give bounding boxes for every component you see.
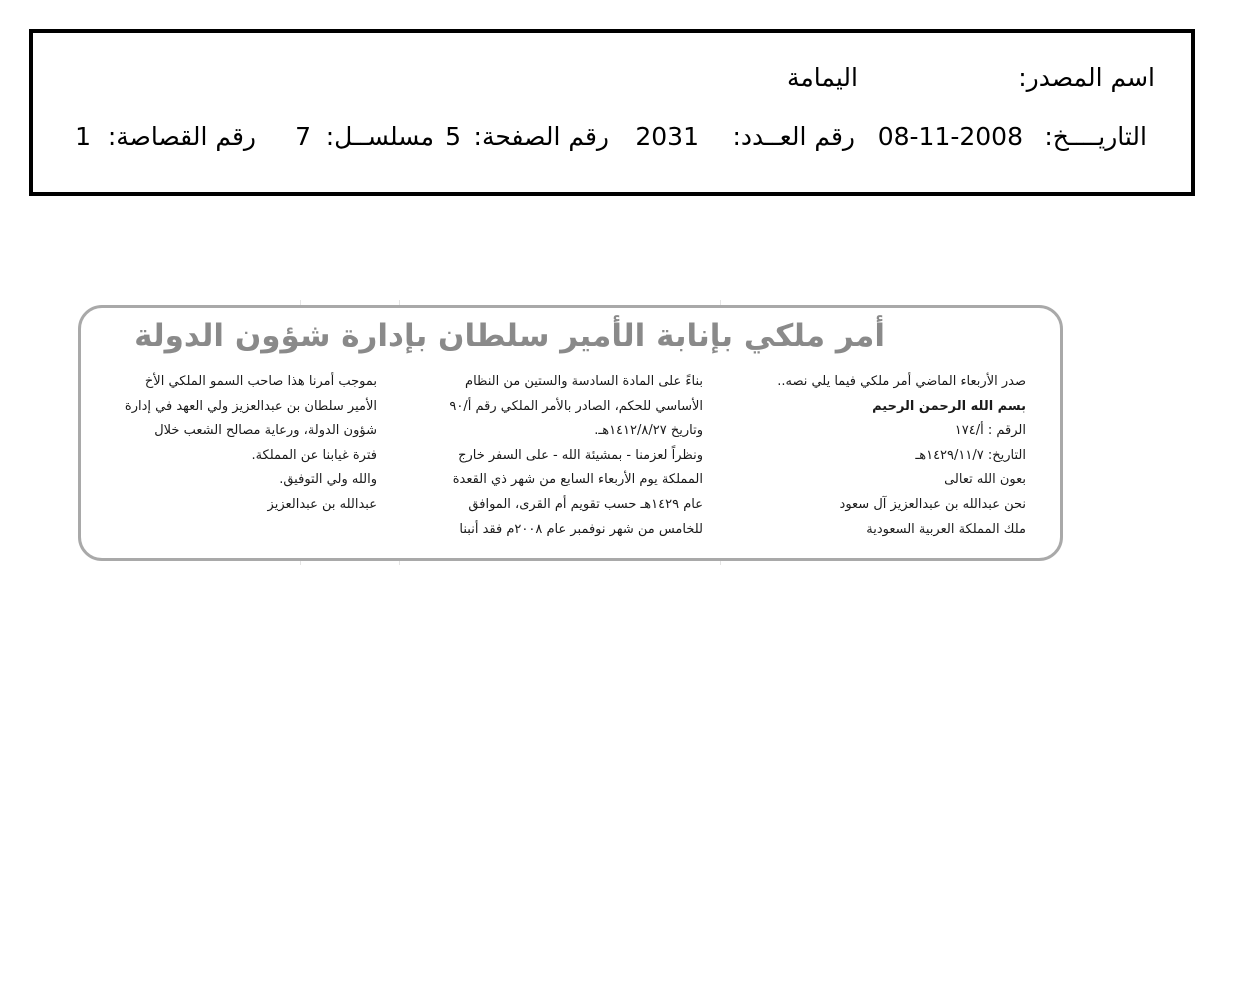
metadata-box bbox=[29, 29, 1195, 196]
page-value: 5 bbox=[445, 122, 461, 151]
article-line: وتاريخ ١٤١٢/٨/٢٧هـ. bbox=[594, 423, 703, 439]
source-value: اليمامة bbox=[787, 63, 858, 92]
article-line: بعون الله تعالى bbox=[944, 472, 1026, 488]
article-column-left bbox=[87, 370, 377, 518]
page-label: رقم الصفحة: bbox=[473, 122, 609, 151]
article-line: التاريخ: ١٤٢٩/١١/٧هـ bbox=[915, 447, 1026, 463]
issue-value: 2031 bbox=[635, 122, 699, 151]
article-column-middle bbox=[403, 370, 703, 542]
date-value: 08-11-2008 bbox=[877, 122, 1023, 151]
newspaper-clipping bbox=[78, 305, 1063, 561]
source-label: اسم المصدر: bbox=[1018, 63, 1155, 92]
article-line: والله ولي التوفيق. bbox=[279, 472, 377, 488]
article-line: ملك المملكة العربية السعودية bbox=[866, 521, 1026, 537]
article-line: بسم الله الرحمن الرحيم bbox=[872, 398, 1026, 414]
date-label: التاريــــخ: bbox=[1044, 122, 1147, 151]
article-line: شؤون الدولة، ورعاية مصالح الشعب خلال bbox=[154, 423, 377, 439]
article-headline: أمر ملكي بإنابة الأمير سلطان بإدارة شؤون الدولة bbox=[134, 318, 885, 354]
serial-value: 7 bbox=[295, 122, 311, 151]
article-line: الأمير سلطان بن عبدالعزيز ولي العهد في إدارة bbox=[124, 398, 377, 414]
issue-label: رقم العــدد: bbox=[732, 122, 855, 151]
article-column-right bbox=[736, 370, 1026, 542]
article-line: فترة غيابنا عن المملكة. bbox=[251, 447, 377, 463]
article-line: بموجب أمرنا هذا صاحب السمو الملكي الأخ bbox=[144, 374, 377, 389]
article-line: بناءً على المادة السادسة والستين من النظام bbox=[465, 374, 703, 389]
article-line: نحن عبدالله بن عبدالعزيز آل سعود bbox=[839, 496, 1026, 512]
article-line: عبدالله بن عبدالعزيز bbox=[267, 496, 377, 512]
article-line: للخامس من شهر نوفمبر عام ٢٠٠٨م فقد أنبنا bbox=[459, 521, 703, 537]
article-line: المملكة يوم الأربعاء السابع من شهر ذي القعدة bbox=[452, 472, 703, 488]
article-line: الرقم : أ/١٧٤ bbox=[954, 423, 1026, 439]
clip-label: رقم القصاصة: bbox=[107, 122, 256, 151]
article-line: صدر الأربعاء الماضي أمر ملكي فيما يلي نصه.. bbox=[777, 374, 1026, 389]
article-line: ونظراً لعزمنا - بمشيئة الله - على السفر خارج bbox=[458, 447, 703, 463]
article-line: عام ١٤٢٩هـ حسب تقويم أم القرى، الموافق bbox=[468, 496, 703, 512]
clip-value: 1 bbox=[75, 122, 91, 151]
serial-label: مسلســل: bbox=[325, 122, 434, 151]
article-line: الأساسي للحكم، الصادر بالأمر الملكي رقم أ/٩٠ bbox=[449, 398, 703, 414]
